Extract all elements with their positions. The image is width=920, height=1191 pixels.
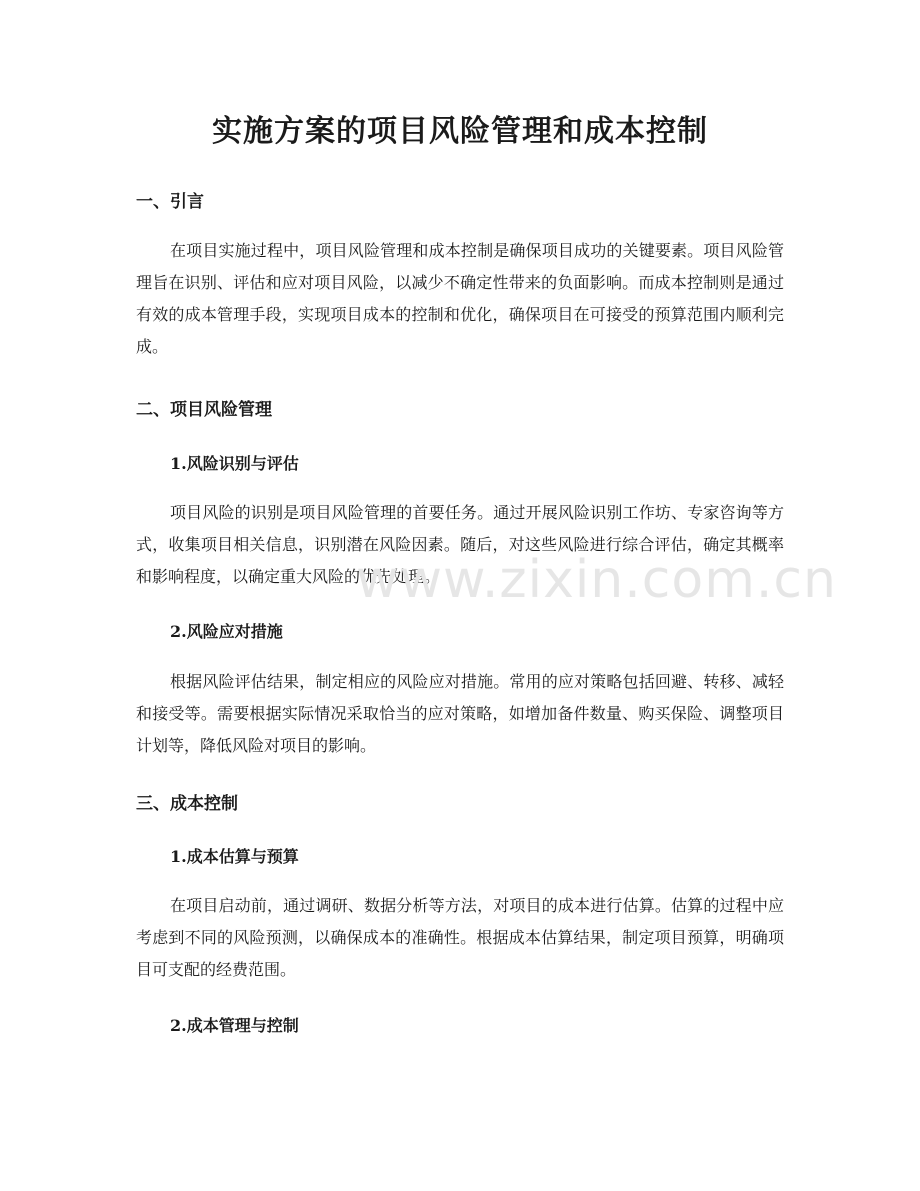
section-heading-cost-control: 三、成本控制 — [136, 794, 238, 814]
document-title: 实施方案的项目风险管理和成本控制 — [212, 114, 708, 149]
watermark: www.zixin.com.cn — [356, 550, 837, 610]
paragraph-risk-identification: 项目风险的识别是项目风险管理的首要任务。通过开展风险识别工作坊、专家咨询等方式，收集项目相关信息，识别潜在风险因素。随后，对这些风险进行综合评估，确定其概率和影响程度，以确定重大风险的优先处理。 — [136, 503, 784, 586]
paragraph-introduction: 在项目实施过程中，项目风险管理和成本控制是确保项目成功的关键要素。项目风险管理旨在识别、评估和应对项目风险，以减少不确定性带来的负面影响。而成本控制则是通过有效的成本管理手段，实现项目成本的控制和优化，确保项目在可接受的预算范围内顺利完成。 — [136, 241, 784, 356]
section-heading-risk-management: 二、项目风险管理 — [136, 400, 272, 420]
paragraph-cost-estimation: 在项目启动前，通过调研、数据分析等方法，对项目的成本进行估算。估算的过程中应考虑到不同的风险预测，以确保成本的准确性。根据成本估算结果，制定项目预算，明确项目可支配的经费范围。 — [136, 896, 784, 979]
subheading-cost-management: 2.成本管理与控制 — [170, 1016, 299, 1035]
subheading-risk-response: 2.风险应对措施 — [170, 622, 283, 641]
section-heading-introduction: 一、引言 — [136, 192, 204, 212]
subheading-risk-identification: 1.风险识别与评估 — [170, 454, 299, 473]
subheading-cost-estimation: 1.成本估算与预算 — [170, 847, 299, 866]
paragraph-risk-response: 根据风险评估结果，制定相应的风险应对措施。常用的应对策略包括回避、转移、减轻和接受等。需要根据实际情况采取恰当的应对策略，如增加备件数量、购买保险、调整项目计划等，降低风险对项目的影响。 — [136, 672, 784, 755]
